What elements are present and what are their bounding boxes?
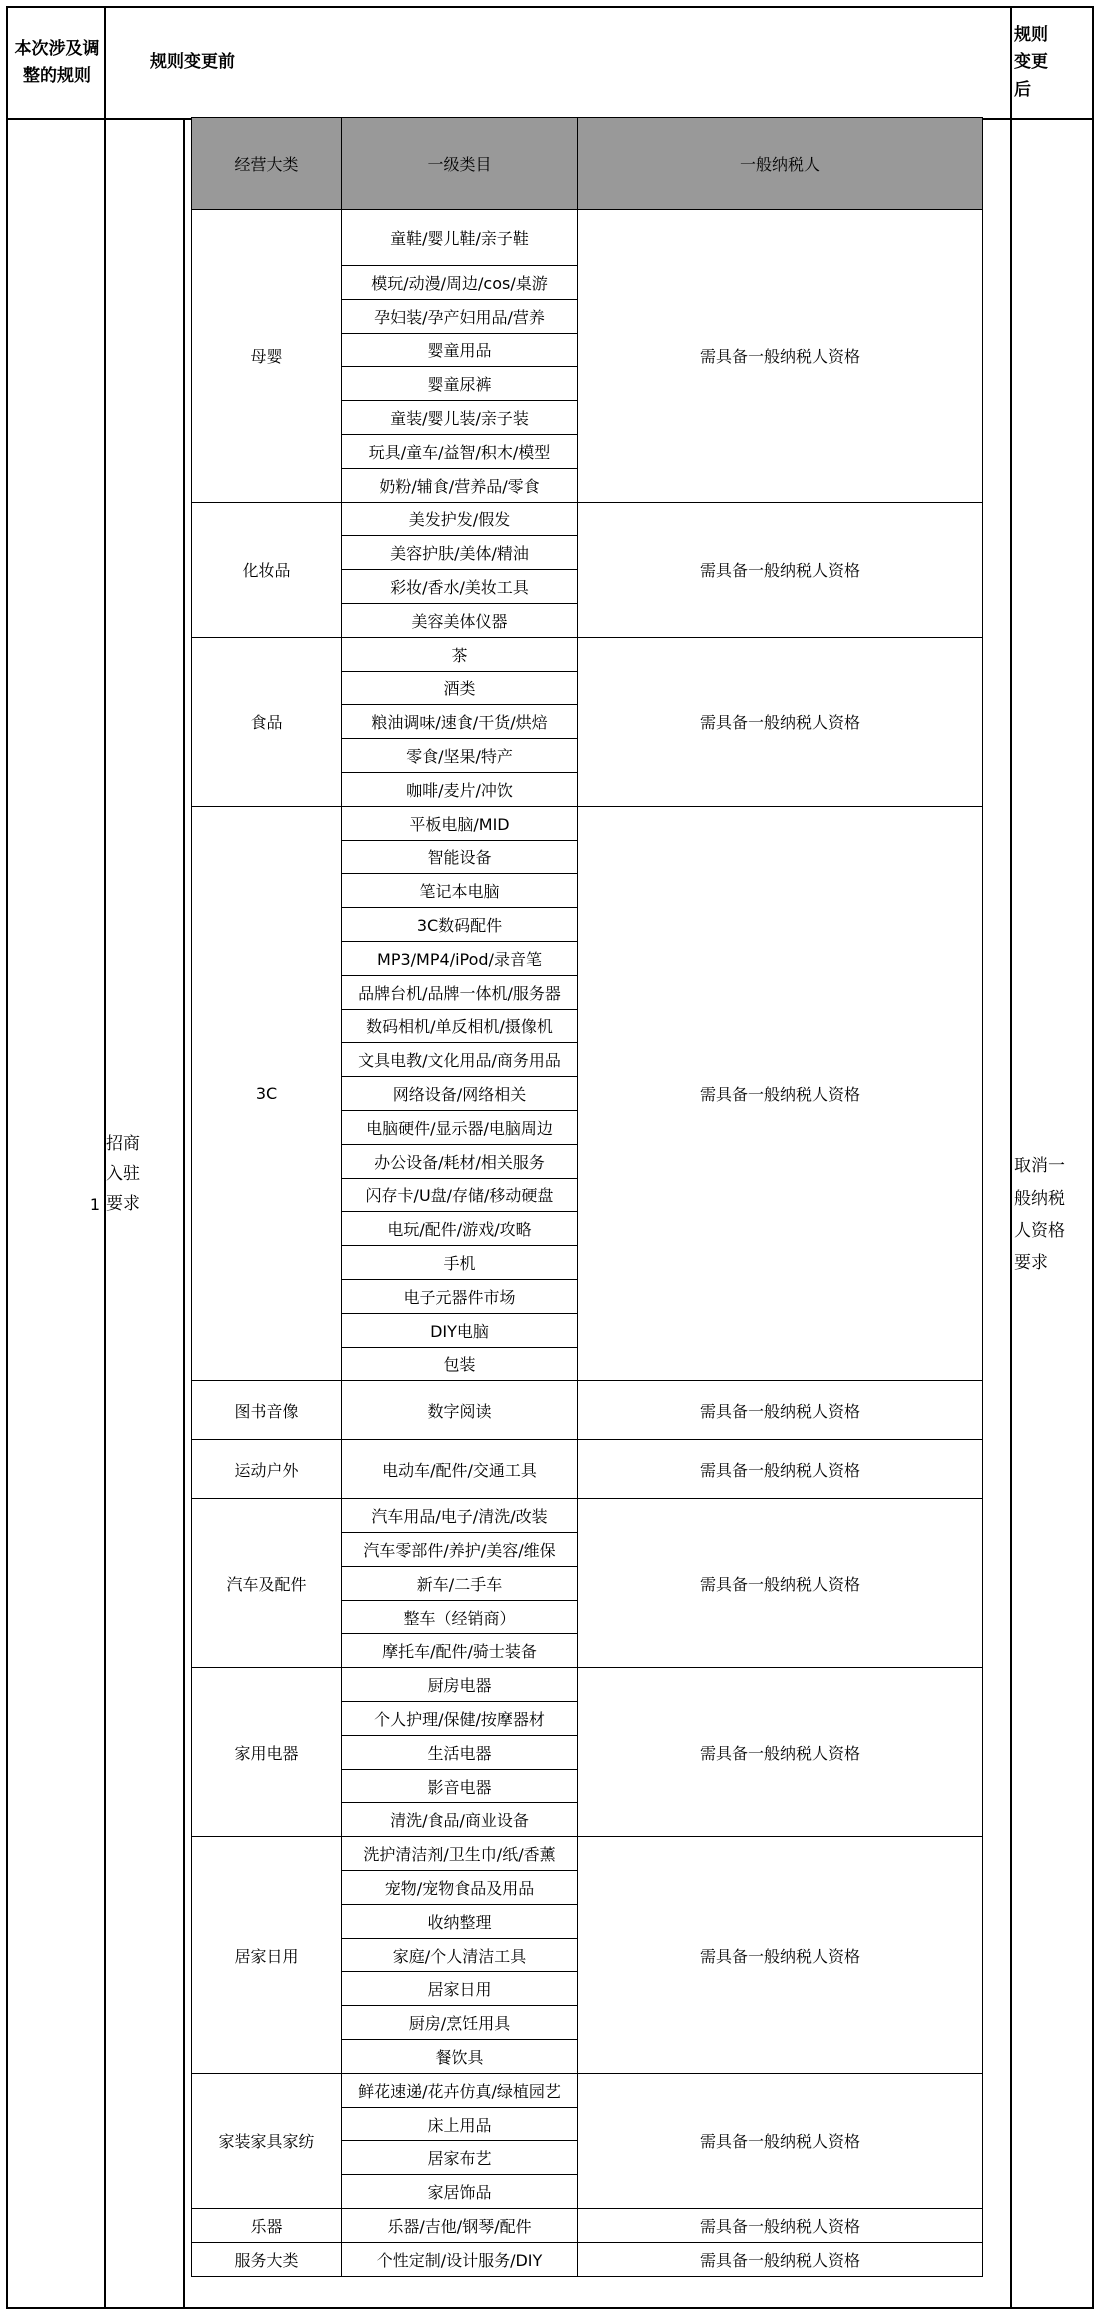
header-rule-scope: 本次涉及调整的规则 [14, 38, 100, 86]
inner-table-header-row [192, 118, 983, 210]
table-row [192, 1381, 983, 1440]
primary-category-cell: 婴童尿裤 [342, 367, 578, 401]
primary-category-cell: 品牌台机/品牌一体机/服务器 [342, 975, 578, 1009]
primary-category-cell: 整车（经销商） [342, 1600, 578, 1634]
primary-category-cell: 厨房电器 [342, 1668, 578, 1702]
business-category-cell: 母婴 [192, 210, 342, 503]
taxpayer-requirement-cell: 需具备一般纳税人资格 [578, 637, 983, 806]
col-header-primary-category: 一级类目 [342, 118, 578, 210]
outer-border-top [6, 6, 1094, 8]
primary-category-cell: 摩托车/配件/骑士装备 [342, 1634, 578, 1668]
primary-category-cell: 手机 [342, 1246, 578, 1280]
header-after-change: 规则变更后 [1014, 25, 1048, 100]
primary-category-cell: 数字阅读 [342, 1381, 578, 1440]
taxpayer-requirement-cell: 需具备一般纳税人资格 [578, 1381, 983, 1440]
taxpayer-requirement-cell: 需具备一般纳税人资格 [578, 1499, 983, 1668]
primary-category-cell: 茶 [342, 637, 578, 671]
table-row [192, 1837, 983, 1871]
business-category-cell: 3C [192, 806, 342, 1381]
primary-category-cell: 清洗/食品/商业设备 [342, 1803, 578, 1837]
business-category-cell: 家装家具家纺 [192, 2073, 342, 2208]
business-category-cell: 图书音像 [192, 1381, 342, 1440]
primary-category-cell: 模玩/动漫/周边/cos/桌游 [342, 266, 578, 300]
primary-category-cell: 包装 [342, 1347, 578, 1381]
primary-category-cell: 生活电器 [342, 1735, 578, 1769]
taxpayer-requirement-cell: 需具备一般纳税人资格 [578, 1440, 983, 1499]
primary-category-cell: 新车/二手车 [342, 1566, 578, 1600]
outer-divider-2 [183, 120, 185, 2309]
primary-category-cell: 鲜花速递/花卉仿真/绿植园艺 [342, 2073, 578, 2107]
primary-category-cell: 孕妇装/孕产妇用品/营养 [342, 299, 578, 333]
primary-category-cell: 洗护清洁剂/卫生巾/纸/香薰 [342, 1837, 578, 1871]
primary-category-cell: 玩具/童车/益智/积木/模型 [342, 434, 578, 468]
primary-category-cell: 文具电教/文化用品/商务用品 [342, 1043, 578, 1077]
primary-category-cell: 3C数码配件 [342, 908, 578, 942]
primary-category-cell: 美容美体仪器 [342, 603, 578, 637]
primary-category-cell: 粮油调味/速食/干货/烘焙 [342, 705, 578, 739]
primary-category-cell: 居家日用 [342, 1972, 578, 2006]
primary-category-cell: 闪存卡/U盘/存储/移动硬盘 [342, 1178, 578, 1212]
taxpayer-requirement-cell: 需具备一般纳税人资格 [578, 210, 983, 503]
primary-category-cell: 童装/婴儿装/亲子装 [342, 401, 578, 435]
col-header-general-taxpayer: 一般纳税人 [578, 118, 983, 210]
primary-category-cell: 家居饰品 [342, 2175, 578, 2209]
outer-border-bottom [6, 2307, 1094, 2309]
col-header-business-category: 经营大类 [192, 118, 342, 210]
primary-category-cell: 婴童用品 [342, 333, 578, 367]
inner-table-body [192, 210, 983, 2277]
primary-category-cell: 居家布艺 [342, 2141, 578, 2175]
primary-category-cell: 美发护发/假发 [342, 502, 578, 536]
row-number: 1 [89, 1195, 100, 1214]
primary-category-cell: 奶粉/辅食/营养品/零食 [342, 468, 578, 502]
primary-category-cell: 汽车零部件/养护/美容/维保 [342, 1533, 578, 1567]
business-category-cell: 食品 [192, 637, 342, 806]
rule-name: 招商入驻要求 [106, 1134, 140, 1214]
taxpayer-requirement-cell: 需具备一般纳税人资格 [578, 502, 983, 637]
primary-category-cell: 咖啡/麦片/冲饮 [342, 772, 578, 806]
taxpayer-requirement-cell: 需具备一般纳税人资格 [578, 2243, 983, 2277]
primary-category-cell: 乐器/吉他/钢琴/配件 [342, 2209, 578, 2243]
primary-category-cell: 网络设备/网络相关 [342, 1077, 578, 1111]
taxpayer-requirement-cell: 需具备一般纳税人资格 [578, 2073, 983, 2208]
taxpayer-requirement-cell: 需具备一般纳税人资格 [578, 1837, 983, 2074]
primary-category-cell: 平板电脑/MID [342, 806, 578, 840]
primary-category-cell: 数码相机/单反相机/摄像机 [342, 1009, 578, 1043]
business-category-cell: 化妆品 [192, 502, 342, 637]
business-category-cell: 家用电器 [192, 1668, 342, 1837]
outer-divider-3 [1010, 6, 1012, 2309]
header-before-change: 规则变更前 [150, 52, 235, 73]
taxpayer-requirement-cell: 需具备一般纳税人资格 [578, 2209, 983, 2243]
business-category-cell: 运动户外 [192, 1440, 342, 1499]
primary-category-cell: MP3/MP4/iPod/录音笔 [342, 941, 578, 975]
primary-category-cell: 酒类 [342, 671, 578, 705]
primary-category-cell: 电脑硬件/显示器/电脑周边 [342, 1110, 578, 1144]
business-category-cell: 乐器 [192, 2209, 342, 2243]
primary-category-cell: 厨房/烹饪用具 [342, 2006, 578, 2040]
primary-category-cell: 笔记本电脑 [342, 874, 578, 908]
primary-category-cell: 宠物/宠物食品及用品 [342, 1871, 578, 1905]
primary-category-cell: 个性定制/设计服务/DIY [342, 2243, 578, 2277]
table-row [192, 210, 983, 266]
primary-category-cell: 零食/坚果/特产 [342, 739, 578, 773]
primary-category-cell: 家庭/个人清洁工具 [342, 1938, 578, 1972]
primary-category-cell: 汽车用品/电子/清洗/改装 [342, 1499, 578, 1533]
table-row [192, 2073, 983, 2107]
primary-category-cell: 收纳整理 [342, 1904, 578, 1938]
primary-category-cell: 床上用品 [342, 2107, 578, 2141]
primary-category-cell: 美容护肤/美体/精油 [342, 536, 578, 570]
table-row [192, 637, 983, 671]
taxpayer-requirement-cell: 需具备一般纳税人资格 [578, 1668, 983, 1837]
primary-category-cell: 餐饮具 [342, 2040, 578, 2074]
table-row [192, 2243, 983, 2277]
primary-category-cell: 童鞋/婴儿鞋/亲子鞋 [342, 210, 578, 266]
primary-category-cell: 智能设备 [342, 840, 578, 874]
outer-border-right [1092, 6, 1094, 2309]
primary-category-cell: 电玩/配件/游戏/攻略 [342, 1212, 578, 1246]
taxpayer-requirement-cell: 需具备一般纳税人资格 [578, 806, 983, 1381]
primary-category-cell: 电动车/配件/交通工具 [342, 1440, 578, 1499]
primary-category-cell: 电子元器件市场 [342, 1279, 578, 1313]
business-category-cell: 居家日用 [192, 1837, 342, 2074]
business-category-cell: 汽车及配件 [192, 1499, 342, 1668]
primary-category-cell: DIY电脑 [342, 1313, 578, 1347]
rule-after-text: 取消一般纳税人资格要求 [1014, 1156, 1065, 1274]
table-row [192, 2209, 983, 2243]
primary-category-cell: 影音电器 [342, 1769, 578, 1803]
table-row [192, 502, 983, 536]
primary-category-cell: 个人护理/保健/按摩器材 [342, 1702, 578, 1736]
business-category-cell: 服务大类 [192, 2243, 342, 2277]
table-row [192, 1668, 983, 1702]
category-requirement-table [191, 117, 983, 2277]
outer-border-left [6, 6, 8, 2309]
table-row [192, 1440, 983, 1499]
primary-category-cell: 彩妆/香水/美妆工具 [342, 570, 578, 604]
primary-category-cell: 办公设备/耗材/相关服务 [342, 1144, 578, 1178]
table-row [192, 806, 983, 840]
table-row [192, 1499, 983, 1533]
